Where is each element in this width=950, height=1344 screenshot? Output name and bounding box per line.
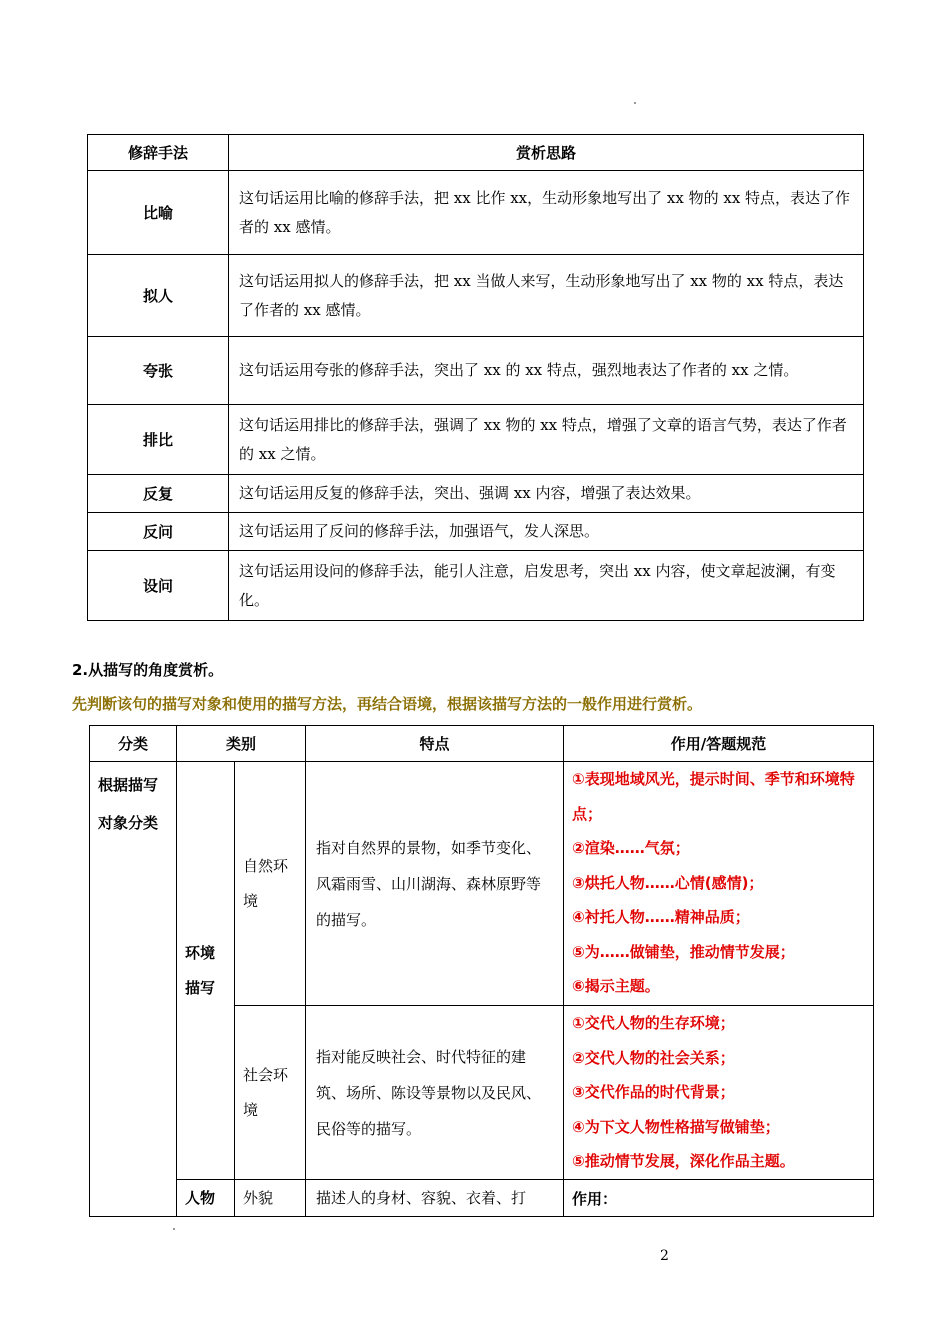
table-row [88, 405, 864, 475]
effect-item: ④为下文人物性格描写做铺垫； [572, 1117, 780, 1136]
header-cell: 修辞手法 [88, 135, 229, 171]
kind-cell: 外貌 [235, 1180, 306, 1217]
table-row [88, 171, 864, 255]
table-row [88, 475, 864, 513]
device-name: 拟人 [88, 255, 229, 337]
table-row [88, 337, 864, 405]
subcategory-cell: 环境描写 [177, 762, 235, 1180]
feature-cell: 描述人的身材、容貌、衣着、打 [306, 1180, 564, 1217]
effect-item: ①交代人物的生存环境； [572, 1014, 735, 1032]
header-cell: 作用/答题规范 [564, 726, 874, 762]
device-analysis: 这句话运用比喻的修辞手法，把 xx 比作 xx，生动形象地写出了 xx 物的 xx 特点，表达了作者的 xx 感情。 [229, 171, 864, 255]
section-instruction: 先判断该句的描写对象和使用的描写方法，再结合语境，根据该描写方法的一般作用进行赏析。 [72, 695, 703, 713]
effect-item: ③交代作品的时代背景； [572, 1083, 735, 1101]
table-row [88, 255, 864, 337]
device-analysis: 这句话运用排比的修辞手法，强调了 xx 物的 xx 特点，增强了文章的语言气势，表达了作者的 xx 之情。 [229, 405, 864, 475]
device-name: 比喻 [88, 171, 229, 255]
table-header-row [90, 726, 874, 762]
header-cell: 类别 [177, 726, 306, 762]
header-cell: 赏析思路 [229, 135, 864, 171]
device-name: 夸张 [88, 337, 229, 405]
device-analysis: 这句话运用了反问的修辞手法，加强语气，发人深思。 [229, 513, 864, 551]
table-row [88, 551, 864, 621]
header-cell: 分类 [90, 726, 177, 762]
page-mark [634, 102, 636, 104]
description-table [89, 725, 874, 1217]
device-analysis: 这句话运用拟人的修辞手法，把 xx 当做人来写，生动形象地写出了 xx 物的 xx 特点，表达了作者的 xx 感情。 [229, 255, 864, 337]
rhetoric-table [87, 134, 864, 621]
effect-item: ④衬托人物……精神品质； [572, 908, 750, 926]
page-number: 2 [660, 1248, 669, 1264]
effect-item: ⑤推动情节发展，深化作品主题。 [572, 1152, 795, 1170]
device-name: 排比 [88, 405, 229, 475]
kind-cell: 自然环境 [235, 762, 306, 1006]
header-cell: 特点 [306, 726, 564, 762]
effect-cell [564, 762, 874, 1006]
effect-item: ③烘托人物……心情(感情)； [572, 873, 764, 892]
effect-item: ②渲染……气氛； [572, 839, 690, 857]
effect-cell: 作用： [564, 1180, 874, 1217]
category-cell: 根据描写对象分类 [90, 762, 177, 1217]
page-mark [173, 1228, 175, 1230]
effect-item: ②交代人物的社会关系； [572, 1048, 735, 1067]
device-name: 设问 [88, 551, 229, 621]
table-row [90, 762, 874, 1006]
effect-item: ⑤为……做铺垫，推动情节发展； [572, 942, 795, 961]
table-row [88, 513, 864, 551]
device-name: 反问 [88, 513, 229, 551]
effect-item: ⑥揭示主题。 [572, 977, 660, 995]
device-analysis: 这句话运用设问的修辞手法，能引人注意，启发思考，突出 xx 内容，使文章起波澜，有变化。 [229, 551, 864, 621]
table-header-row [88, 135, 864, 171]
section-heading: 2.从描写的角度赏析。 [72, 661, 224, 679]
device-name: 反复 [88, 475, 229, 513]
device-analysis: 这句话运用夸张的修辞手法，突出了 xx 的 xx 特点，强烈地表达了作者的 xx 之情。 [229, 337, 864, 405]
feature-cell: 指对能反映社会、时代特征的建筑、场所、陈设等景物以及民风、民俗等的描写。 [306, 1006, 564, 1180]
device-analysis: 这句话运用反复的修辞手法，突出、强调 xx 内容，增强了表达效果。 [229, 475, 864, 513]
effect-cell [564, 1006, 874, 1180]
effect-item: ①表现地域风光，提示时间、季节和环境特点； [572, 770, 855, 823]
feature-cell: 指对自然界的景物，如季节变化、风霜雨雪、山川湖海、森林原野等的描写。 [306, 762, 564, 1006]
table-row [90, 1180, 874, 1217]
subcategory-cell: 人物 [177, 1180, 235, 1217]
kind-cell: 社会环境 [235, 1006, 306, 1180]
